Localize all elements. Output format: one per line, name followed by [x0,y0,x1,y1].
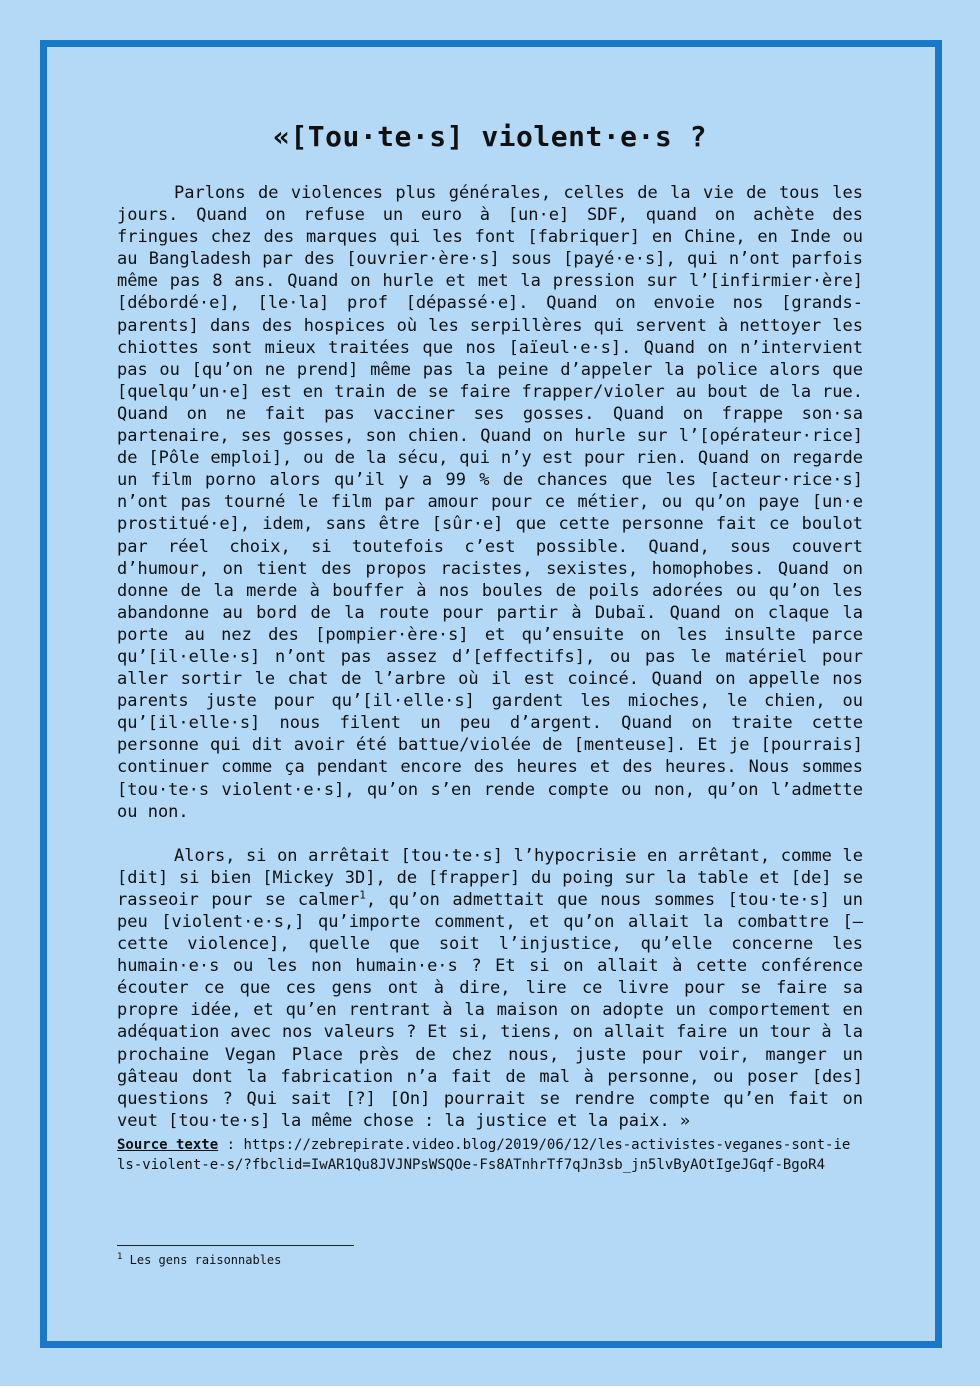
footnote-text: Les gens raisonnables [122,1253,282,1267]
source-url-link[interactable]: https://zebrepirate.video.blog/2019/06/12/les-activistes-veganes-sont-iels-violent-e-s/?fbclid=IwAR1Qu8JVJNPsWSQOe-Fs8ATnhrTf7qJn3sb_jn5lvByAOtIgeJGqf-BgoR4 [117,1137,851,1173]
footnote [117,1251,281,1269]
footnote-reference: 1 [359,888,366,902]
source-separator: : [218,1137,244,1153]
footnote-number: 1 [117,1252,123,1262]
source-label: Source texte [117,1137,219,1153]
paragraph-conclusion-start: Alors, si on arrêtait [tou·te·s] l’hypocrisie en arrêtant, comme le [dit] si bien [Mickey 3D], de [frapper] du poing sur la table et [de] se rasseoir pour se calmer [117,845,863,910]
source-citation [117,1136,857,1175]
paragraph-violences-quotidiennes: Parlons de violences plus générales, celles de la vie de tous les jours. Quand on refuse un euro à [un·e] SDF, quand on achète des fringues chez des marques qui les font [fabriquer] en Chine, en Inde ou au Bangladesh par des [ouvrier·ère·s] sous [payé·e·s], qui n’ont parfois même pas 8 ans. Quand on hurle et met la pression sur l’[infirmier·ère] [débordé·e], [le·la] prof [dépassé·e]. Quand on envoie nos [grands-parents] dans des hospices où les serpillères qui servent à nettoyer les chiottes sont mieux traitées que nos [aïeul·e·s]. Quand on n’intervient pas ou [qu’on ne prend] même pas la peine d’appeler la police alors que [quelqu’un·e] est en train de se faire frapper/violer au bout de la rue. Quand on ne fait pas vacciner ses gosses. Quand on frappe son·sa partenaire, ses gosses, son chien. Quand on hurle sur l’[opérateur·rice] de [Pôle emploi], ou de la sécu, qui n’y est pour rien. Quand on regarde un film porno alors qu’il y a 99 % de chances que les [acteur·rice·s] n’ont pas tourné le film par amour pour ce métier, ou qu’on paye [un·e prostitué·e], idem, sans être [sûr·e] que cette personne fait ce boulot par réel choix, si toutefois c’est possible. Quand, sous couvert d’humour, on tient des propos racistes, sexistes, homophobes. Quand on donne de la merde à bouffer à nos boules de poils adorées ou qu’on les abandonne au bord de la route pour partir à Dubaï. Quand on claque la porte au nez des [pompier·ère·s] et qu’ensuite on les insulte parce qu’[il·elle·s] n’ont pas assez d’[effectifs], ou pas le matériel pour aller sortir le chat de l’arbre où il est coincé. Quand on appelle nos parents juste pour qu’[il·elle·s] gardent les mioches, le chien, ou qu’[il·elle·s] nous filent un peu d’argent. Quand on traite cette personne qui dit avoir été battue/violée de [menteuse]. Et je [pourrais] continuer comme ça pendant encore des heures et des heures. Nous sommes [tou·te·s violent·e·s], qu’on s’en rende compte ou non, qu’on l’admette ou non. [117,183,863,822]
page-title: «[Tou·te·s] violent·e·s ? [273,120,707,153]
footnote-divider [117,1245,354,1246]
article-body [117,182,863,1132]
paragraph-conclusion-end: , qu’on admettait que nous sommes [tou·te·s] un peu [violent·e·s,] qu’importe comment, et qu’on allait la combattre [— cette violence], quelle que soit l’injustice, qu’elle concerne les humain·e·s ou les non humain·e·s ? Et si on allait à cette conférence écouter ce que ces gens ont à dire, lire ce livre pour se faire sa propre idée, et qu’en rentrant à la maison on adopte un comportement en adéquation avec nos valeurs ? Et si, tiens, on allait faire un tour à la prochaine Vegan Place près de chez nous, juste pour voir, manger un gâteau dont la fabrication n’a fait de mal à personne, ou poser [des] questions ? Qui sait [?] [On] pourrait se rendre compte qu’en fait on veut [tou·te·s] la même chose : la justice et la paix. » [117,889,863,1131]
paragraph-conclusion [117,845,863,1132]
